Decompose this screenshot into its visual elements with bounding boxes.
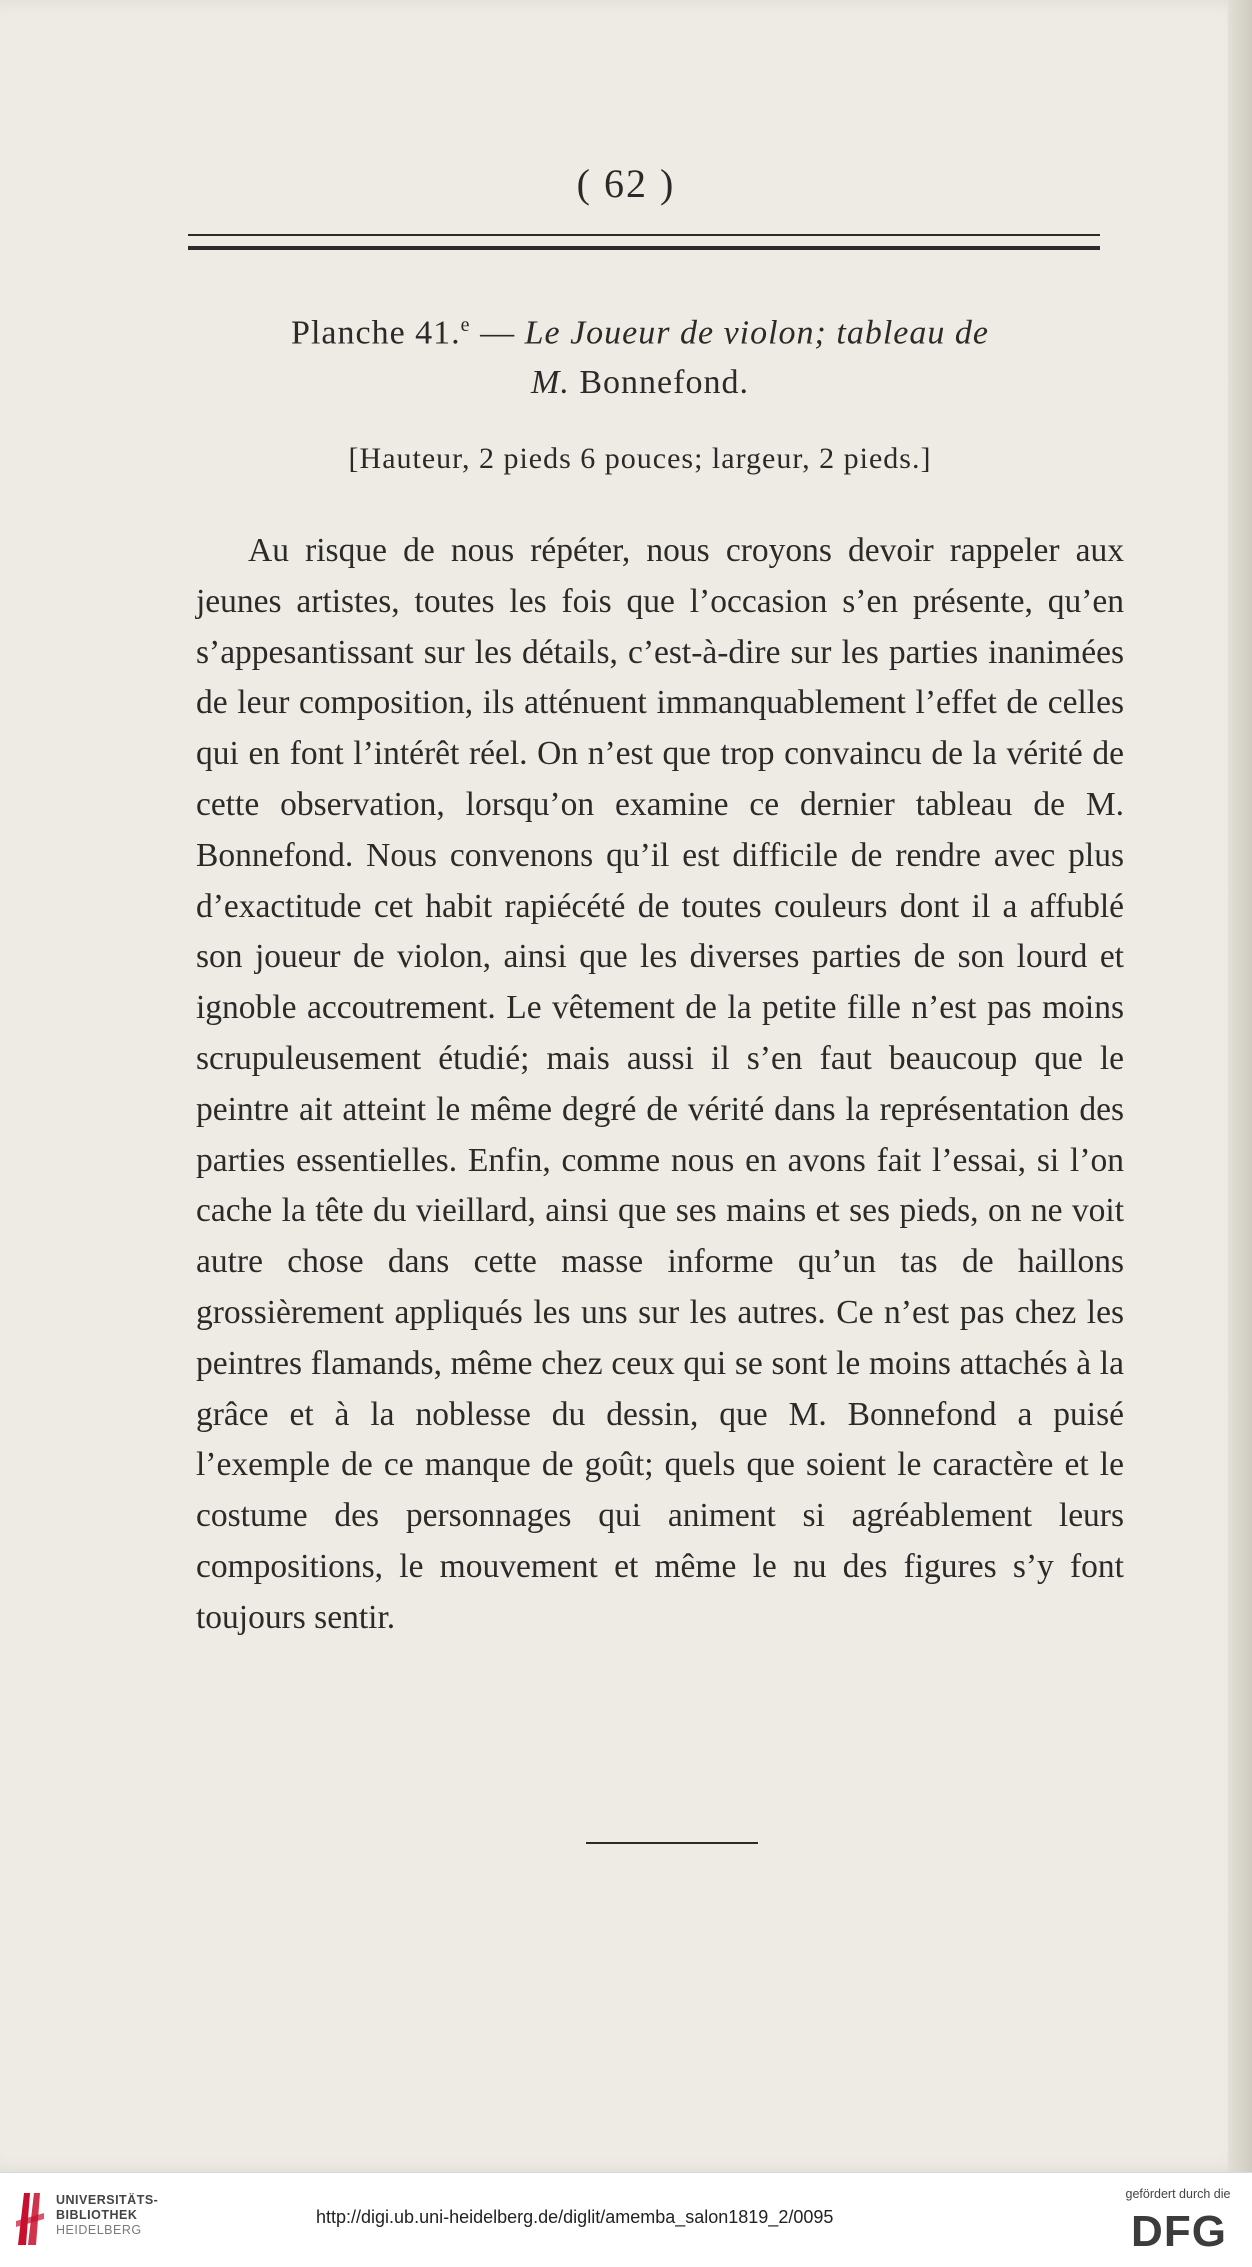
library-name-line3: HEIDELBERG [56, 2223, 142, 2237]
end-rule [586, 1842, 758, 1844]
page-number: ( 62 ) [576, 161, 676, 206]
painter-name: Bonnefond. [569, 364, 749, 402]
dfg-logo: DFG [1131, 2207, 1227, 2256]
library-name-line1: UNIVERSITÄTS- [56, 2193, 159, 2207]
painter-initial: M. [531, 364, 570, 402]
library-name [56, 2193, 158, 2238]
plate-heading [210, 300, 1070, 408]
header-rule-thin [188, 234, 1100, 236]
funded-by-label: gefördert durch die [1125, 2187, 1231, 2201]
plate-label-sup: e [460, 314, 471, 336]
library-logo-icon [14, 2187, 48, 2249]
painting-dimensions: [Hauteur, 2 pieds 6 pouces; largeur, 2 pieds.] [348, 442, 932, 475]
page-edge [1228, 0, 1252, 2172]
header-rule-thick [188, 246, 1100, 250]
source-url-link[interactable]: http://digi.ub.uni-heidelberg.de/diglit/amemba_salon1819_2/0095 [316, 2207, 834, 2227]
library-name-line2: BIBLIOTHEK [56, 2208, 138, 2222]
footer-bar [0, 2172, 1252, 2267]
body-paragraph: Au risque de nous répéter, nous croyons devoir rappeler aux jeunes artistes, toutes les fois que l’occasion s’en présente, qu’en s’appesantissant sur les détails, c’est-à-dire sur les parties inanimées de leur composition, ils atténuent immanquablement l’effet de celles qui en font l’intérêt réel. On n’est que trop convaincu de la vérité de cette observation, lorsqu’on examine ce dernier tableau de M. Bonnefond. Nous convenons qu’il est difficile de rendre avec plus d’exactitude cet habit rapiécété de toutes couleurs dont il a affublé son joueur de violon, ainsi que les diverses parties de son lourd et ignoble accoutrement. Le vêtement de la petite fille n’est pas moins scrupuleusement étudié; mais aussi il s’en faut beaucoup que le peintre ait atteint le même degré de vérité dans la représentation des parties essentielles. Enfin, comme nous en avons fait l’essai, si l’on cache la tête du vieillard, ainsi que ses mains et ses pieds, on ne voit autre chose dans cette masse informe qu’un tas de haillons grossièrement appliqués les uns sur les autres. Ce n’est pas chez les peintres flamands, même chez ceux qui se sont le moins attachés à la grâce et à la noblesse du dessin, que M. Bonnefond a puisé l’exemple de ce manque de goût; quels que soient le caractère et le costume des personnages qui animent si agréablement leurs compositions, le mouvement et même le nu des figures s’y font toujours sentir. [196, 532, 1124, 1636]
painting-title: Le Joueur de violon; tableau de [524, 314, 989, 352]
plate-label: Planche 41. [291, 314, 461, 352]
heading-dash: — [470, 314, 525, 352]
